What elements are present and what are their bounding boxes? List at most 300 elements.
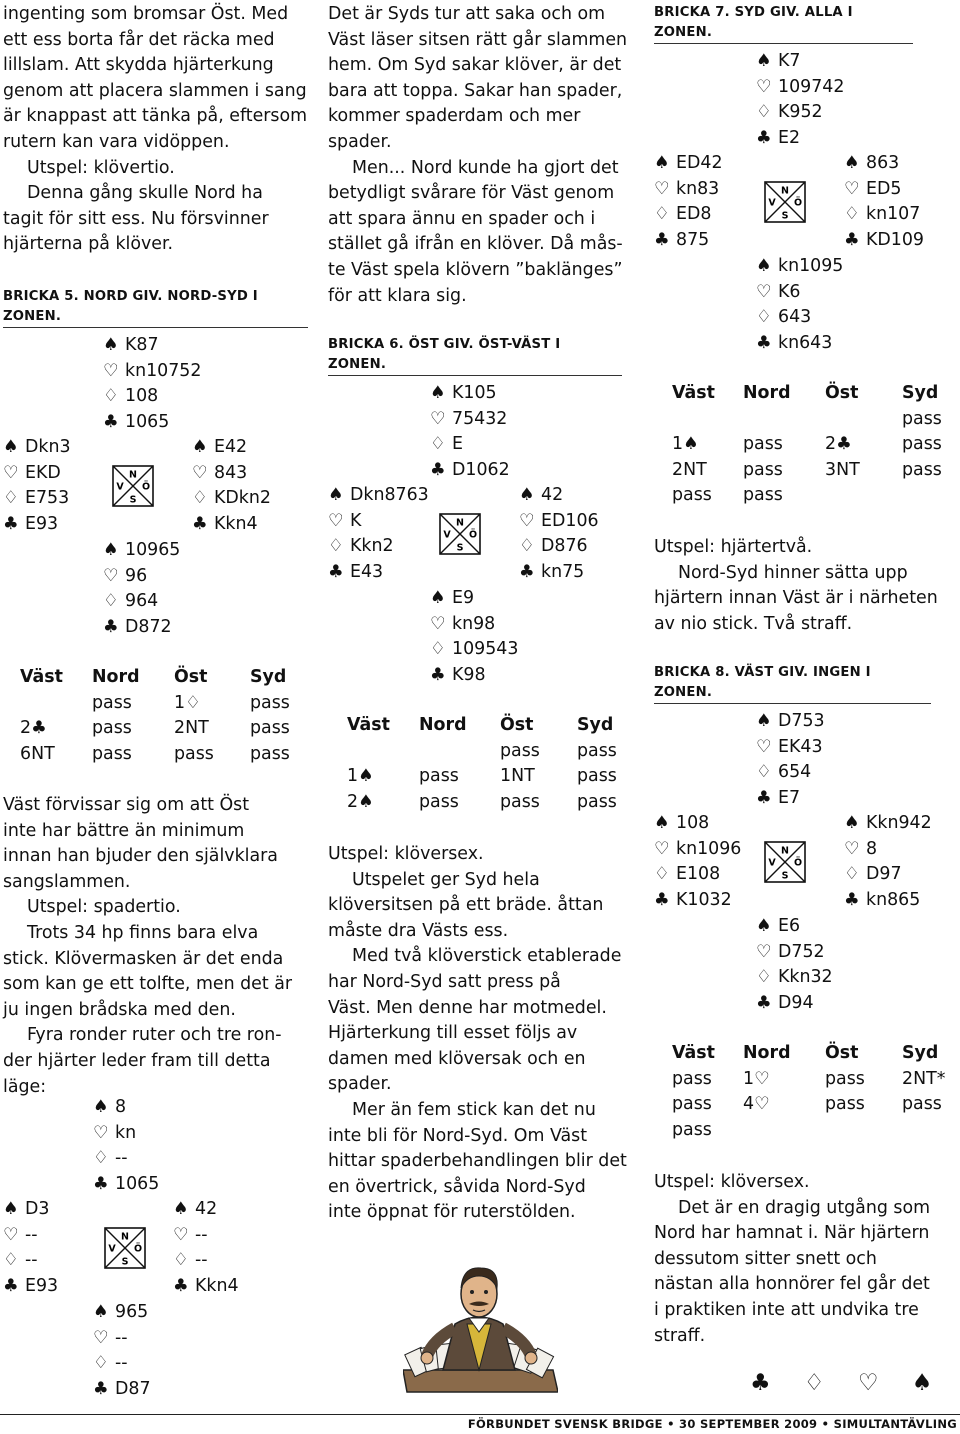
cards: 1065 — [125, 411, 170, 432]
spade-icon: ♠ — [93, 1097, 109, 1117]
suit-holding — [844, 228, 924, 254]
cards: EK43 — [778, 736, 823, 757]
bid-cell: pass — [174, 743, 214, 764]
text-line: stick. Klövermasken är det enda — [3, 948, 284, 969]
text-line: kommer spaderdam och mer — [328, 106, 581, 127]
spade-icon: ♠ — [654, 153, 670, 173]
heart-icon: ♡ — [756, 76, 772, 97]
text-line: straff. — [654, 1325, 706, 1346]
club-icon: ♣ — [103, 411, 119, 432]
cards: E108 — [676, 864, 721, 885]
compass-west-label: V — [108, 1243, 116, 1255]
text-line: i praktiken inte att undvika tre — [654, 1299, 919, 1320]
text-line: betydligt svårare för Väst genom — [328, 183, 615, 204]
cards: -- — [195, 1250, 208, 1271]
bid-cell: pass — [672, 1094, 712, 1115]
spade-icon: ♠ — [756, 711, 772, 731]
suit-holding — [756, 786, 825, 812]
suit-holding — [756, 126, 844, 152]
diamond-icon: ♢ — [654, 864, 670, 885]
cards: 75432 — [452, 408, 508, 429]
bid-cell: Nord — [92, 667, 140, 687]
heart-icon: ♡ — [103, 565, 119, 586]
heart-icon: ♡ — [430, 408, 446, 429]
bid-cell: Öst — [825, 383, 859, 403]
heart-icon: ♡ — [93, 1327, 109, 1348]
text-line: ett ess borta får det räcka med — [3, 29, 275, 50]
compass-north-label: N — [781, 185, 789, 197]
bid-cell: 1♢ — [174, 692, 201, 713]
suit-symbols-decoration: ♣ ♢ ♡ ♠ — [750, 1370, 946, 1396]
bid-cell: 2NT* — [902, 1068, 946, 1089]
club-icon: ♣ — [3, 1275, 19, 1296]
spade-icon: ♠ — [192, 437, 208, 457]
bid-cell: 3NT — [825, 459, 860, 480]
suit-holding — [756, 991, 833, 1017]
cards: K105 — [452, 383, 497, 403]
suit-holding — [844, 202, 924, 228]
cards: Dkn3 — [25, 437, 71, 457]
text-line: Utspelet ger Syd hela — [352, 869, 540, 890]
club-icon: ♣ — [328, 561, 344, 582]
suit-holding — [654, 151, 723, 177]
text-line: inte har bättre än minimum — [3, 820, 245, 841]
bid-cell: 2NT — [672, 459, 707, 480]
club-icon: ♣ — [173, 1275, 189, 1296]
text-line: ju ingen brådska med den. — [3, 999, 236, 1020]
suit-holding — [93, 1326, 151, 1352]
club-icon: ♣ — [844, 889, 860, 910]
cards: E42 — [214, 437, 248, 457]
west-hand — [654, 811, 741, 913]
suit-holding — [328, 509, 429, 535]
suit-holding — [654, 811, 741, 837]
bid-cell: 1♠ — [347, 766, 374, 787]
north-hand — [756, 709, 825, 811]
compass-south-label: S — [121, 1256, 129, 1268]
cards: 108 — [676, 813, 710, 833]
text-line: der hjärter leder fram till detta — [3, 1050, 271, 1071]
cards: E753 — [25, 488, 70, 509]
bid-cell: pass — [250, 743, 290, 764]
bid-cell: pass — [672, 1068, 712, 1089]
suit-holding — [430, 432, 510, 458]
section-heading: BRICKA 6. ÖST GIV. ÖST-VÄST I ZONEN. — [328, 337, 561, 372]
heart-icon: ♡ — [103, 360, 119, 381]
text-line: har Nord-Syd satt press på — [328, 971, 561, 992]
north-hand — [430, 381, 510, 483]
club-icon: ♣ — [93, 1173, 109, 1194]
cards: kn10752 — [125, 360, 202, 381]
bid-cell: pass — [577, 791, 617, 812]
cards: E43 — [350, 561, 384, 582]
suit-holding — [93, 1172, 159, 1198]
suit-holding — [756, 965, 833, 991]
cards: Kkn4 — [214, 513, 258, 534]
bid-cell: Öst — [174, 667, 208, 687]
suit-holding — [3, 1223, 58, 1249]
diamond-icon: ♢ — [430, 639, 446, 660]
suit-holding — [192, 435, 271, 461]
text-line: är knappast att tänka på, eftersom — [3, 106, 308, 127]
col1-after — [3, 793, 313, 1100]
heart-icon: ♡ — [328, 510, 344, 531]
cards: E6 — [778, 916, 801, 936]
diamond-icon: ♢ — [103, 386, 119, 407]
compass-west-label: V — [768, 197, 776, 209]
spade-icon: ♠ — [756, 51, 772, 71]
cards: -- — [115, 1327, 128, 1348]
suit-holding — [328, 534, 429, 560]
text-line: Utspel: spadertio. — [27, 897, 181, 918]
cards: KDkn2 — [214, 488, 271, 509]
bid-cell: Syd — [250, 667, 287, 687]
text-line: Utspel: hjärtertvå. — [654, 537, 813, 557]
text-line: bara att toppa. Sakar han spader, — [328, 80, 623, 101]
diamond-icon: ♢ — [3, 488, 19, 509]
suit-holding — [93, 1146, 159, 1172]
club-icon: ♣ — [103, 616, 119, 637]
compass-south-label: S — [781, 870, 789, 882]
text-line: av nio stick. Två straff. — [654, 613, 853, 634]
diamond-icon: ♢ — [3, 1250, 19, 1271]
heart-icon: ♡ — [756, 281, 772, 302]
suit-holding — [192, 486, 271, 512]
text-line: rutern kan vara vidöppen. — [3, 131, 230, 152]
text-line: Det är en dragig utgång som — [678, 1197, 931, 1218]
cards: kn98 — [452, 613, 496, 634]
bidding-table — [0, 665, 312, 767]
suit-holding — [103, 589, 180, 615]
suit-holding — [756, 75, 844, 101]
diamond-icon: ♢ — [192, 488, 208, 509]
suit-holding — [519, 560, 599, 586]
club-icon: ♣ — [93, 1378, 109, 1399]
text-line: inte öppnat för ruterstölden. — [328, 1202, 576, 1223]
cards: D94 — [778, 992, 814, 1013]
compass-icon — [439, 513, 481, 555]
suit-holding — [93, 1377, 151, 1403]
suit-holding — [430, 407, 510, 433]
compass-east-label: Ö — [468, 529, 478, 541]
text-line: innan han bjuder den självklara — [3, 846, 278, 867]
suit-holding — [103, 410, 201, 436]
suit-holding — [93, 1300, 151, 1326]
cards: 108 — [125, 386, 159, 407]
bid-cell: pass — [92, 692, 132, 713]
cards: kn1095 — [778, 256, 844, 276]
text-line: te Väst spela klövern ”baklänges” — [328, 259, 623, 280]
bid-cell: pass — [672, 485, 712, 506]
cards: E9 — [452, 588, 475, 608]
suit-holding — [430, 663, 518, 689]
compass-north-label: N — [781, 845, 789, 857]
club-icon: ♣ — [756, 992, 772, 1013]
bid-cell: Öst — [500, 715, 534, 735]
cards: D876 — [541, 536, 588, 557]
cards: K6 — [778, 281, 801, 302]
cards: kn865 — [866, 889, 921, 910]
heart-icon: ♡ — [430, 613, 446, 634]
col2-after — [328, 842, 636, 1226]
compass-icon — [764, 841, 806, 883]
east-hand — [844, 811, 932, 913]
suit-holding — [844, 862, 932, 888]
cards: 875 — [676, 229, 710, 250]
cards: Kkn2 — [350, 536, 394, 557]
suit-holding — [93, 1351, 151, 1377]
heading-rule — [654, 43, 913, 44]
club-icon: ♣ — [430, 459, 446, 480]
spade-icon: ♠ — [654, 813, 670, 833]
compass-west-label: V — [116, 481, 124, 493]
cartoon-card-player-illustration — [403, 1252, 558, 1414]
suit-holding — [654, 228, 723, 254]
bid-cell: pass — [743, 459, 783, 480]
suit-holding — [519, 509, 599, 535]
west-hand — [654, 151, 723, 253]
cards: EKD — [25, 462, 61, 483]
text-line: Utspel: klövertio. — [27, 157, 175, 178]
footer-text: FÖRBUNDET SVENSK BRIDGE • 30 SEPTEMBER 2009 • SIMULTANTÄVLING — [467, 1417, 957, 1431]
suit-holding — [173, 1274, 239, 1300]
suit-holding — [430, 637, 518, 663]
compass-east-label: Ö — [793, 197, 803, 209]
suit-holding — [519, 534, 599, 560]
bid-cell: pass — [92, 743, 132, 764]
diamond-icon: ♢ — [93, 1353, 109, 1374]
suit-holding — [756, 914, 833, 940]
suit-holding — [192, 512, 271, 538]
south-hand — [756, 914, 833, 1016]
suit-holding — [756, 760, 825, 786]
spade-icon: ♠ — [3, 437, 19, 457]
suit-holding — [654, 837, 741, 863]
east-hand — [844, 151, 924, 253]
suit-holding — [103, 333, 201, 359]
suit-holding — [844, 888, 932, 914]
suit-holding — [756, 49, 844, 75]
bid-cell: pass — [92, 718, 132, 739]
text-line: genom att placera slammen i sang — [3, 80, 307, 101]
heart-icon: ♡ — [3, 1224, 19, 1245]
col3-after2 — [654, 1170, 960, 1349]
suit-holding — [103, 538, 180, 564]
east-hand — [519, 483, 599, 585]
spade-icon: ♠ — [844, 813, 860, 833]
spade-icon: ♠ — [756, 916, 772, 936]
suit-holding — [756, 709, 825, 735]
spade-icon: ♠ — [93, 1302, 109, 1322]
text-line: för att klara sig. — [328, 285, 467, 306]
cards: kn75 — [541, 561, 585, 582]
text-line: hjärterna på klöver. — [3, 234, 174, 255]
text-line: som kan ge ett tolfte, men det är — [3, 974, 293, 995]
bid-cell: Nord — [419, 715, 467, 735]
bid-cell: Syd — [577, 715, 614, 735]
north-hand — [756, 49, 844, 151]
suit-holding — [756, 305, 843, 331]
cards: kn643 — [778, 332, 833, 353]
text-line: nästan alla honnörer fel går det — [654, 1274, 930, 1295]
deal-diagram — [654, 709, 960, 1019]
south-hand — [756, 254, 843, 356]
cards: D872 — [125, 616, 172, 637]
cards: ED8 — [676, 204, 712, 225]
cards: Dkn8763 — [350, 485, 429, 505]
cards: 42 — [195, 1199, 218, 1219]
suit-holding — [756, 940, 833, 966]
cards: K952 — [778, 102, 823, 123]
bid-cell: pass — [825, 1094, 865, 1115]
cards: 42 — [541, 485, 564, 505]
bid-cell: 2♣ — [825, 434, 852, 455]
heart-icon: ♡ — [173, 1224, 189, 1245]
bid-cell: pass — [250, 718, 290, 739]
suit-holding — [3, 512, 71, 538]
diamond-icon: ♢ — [519, 536, 535, 557]
cards: ED42 — [676, 153, 723, 173]
club-icon: ♣ — [519, 561, 535, 582]
heading-rule — [3, 327, 308, 328]
heart-icon: ♡ — [844, 178, 860, 199]
text-line: Hjärterkung till esset följs av — [328, 1023, 578, 1044]
text-line: Fyra ronder ruter och tre ron- — [27, 1025, 282, 1046]
text-line: hittar spaderbehandlingen blir det — [328, 1151, 627, 1172]
cards: kn — [115, 1122, 137, 1143]
heading-rule — [654, 703, 931, 704]
suit-holding — [103, 384, 201, 410]
compass-west-label: V — [768, 857, 776, 869]
cards: D97 — [866, 864, 902, 885]
bid-cell: pass — [825, 1068, 865, 1089]
spade-icon: ♠ — [430, 588, 446, 608]
suit-holding — [3, 435, 71, 461]
bid-cell: pass — [743, 485, 783, 506]
club-icon: ♣ — [756, 787, 772, 808]
suit-holding — [756, 254, 843, 280]
heart-icon: ♡ — [3, 462, 19, 483]
suit-holding — [328, 483, 429, 509]
club-icon: ♣ — [756, 127, 772, 148]
text-line: tagit för sitt ess. Nu försvinner — [3, 208, 269, 229]
bid-cell: pass — [672, 1119, 712, 1140]
south-hand — [430, 586, 518, 688]
cards: 965 — [115, 1302, 149, 1322]
text-line: sangslammen. — [3, 871, 131, 892]
cards: 863 — [866, 153, 900, 173]
deal-diagram — [654, 49, 960, 359]
suit-holding — [844, 837, 932, 863]
suit-holding — [756, 735, 825, 761]
bidding-table — [654, 1041, 960, 1143]
text-line: Men... Nord kunde ha gjort det — [352, 157, 619, 178]
bid-cell: pass — [250, 692, 290, 713]
compass-icon — [764, 181, 806, 223]
compass-east-label: Ö — [793, 857, 803, 869]
cards: 8 — [866, 838, 878, 859]
suit-holding — [3, 1248, 58, 1274]
diamond-icon: ♢ — [844, 864, 860, 885]
diamond-icon: ♢ — [756, 762, 772, 783]
suit-holding — [173, 1197, 239, 1223]
cards: ED106 — [541, 510, 599, 531]
suit-holding — [103, 359, 201, 385]
deal-diagram — [0, 333, 312, 643]
cards: 964 — [125, 591, 159, 612]
heart-icon: ♡ — [654, 178, 670, 199]
text-line: Utspel: klöversex. — [654, 1172, 810, 1192]
spade-icon: ♠ — [103, 540, 119, 560]
suit-holding — [756, 331, 843, 357]
cards: 843 — [214, 462, 248, 483]
bid-cell: pass — [419, 791, 459, 812]
spade-icon: ♠ — [844, 153, 860, 173]
cards: Kkn4 — [195, 1275, 239, 1296]
suit-holding — [654, 862, 741, 888]
bid-cell: Väst — [672, 1043, 715, 1063]
cards: 1065 — [115, 1173, 160, 1194]
west-hand — [328, 483, 429, 585]
cards: -- — [195, 1224, 208, 1245]
diamond-icon: ♢ — [844, 204, 860, 225]
bidding-table — [654, 381, 960, 509]
suit-holding — [519, 483, 599, 509]
cards: -- — [115, 1148, 128, 1169]
compass-south-label: S — [456, 542, 464, 554]
club-icon: ♣ — [3, 513, 19, 534]
east-hand — [192, 435, 271, 537]
club-icon: ♣ — [756, 332, 772, 353]
bid-cell: pass — [902, 434, 942, 455]
heart-icon: ♡ — [192, 462, 208, 483]
bid-cell: pass — [902, 459, 942, 480]
bid-cell: 2NT — [174, 718, 209, 739]
col2-intro — [328, 2, 636, 309]
text-line: Nord har hamnat i. När hjärtern — [654, 1223, 930, 1244]
text-line: Med två klöverstick etablerade — [352, 946, 622, 967]
diamond-icon: ♢ — [756, 102, 772, 123]
text-line: Mer än fem stick kan det nu — [352, 1099, 596, 1120]
diamond-icon: ♢ — [654, 204, 670, 225]
cards: Kkn32 — [778, 967, 833, 988]
spade-icon: ♠ — [103, 335, 119, 355]
club-icon: ♣ — [844, 229, 860, 250]
compass-south-label: S — [781, 210, 789, 222]
bid-cell: Syd — [902, 383, 939, 403]
cards: 109543 — [452, 639, 519, 660]
section-heading: BRICKA 7. SYD GIV. ALLA I ZONEN. — [654, 5, 853, 40]
suit-holding — [844, 177, 924, 203]
suit-holding — [328, 560, 429, 586]
suit-holding — [3, 461, 71, 487]
section-heading: BRICKA 5. NORD GIV. NORD-SYD I ZONEN. — [3, 289, 258, 324]
compass-icon — [104, 1227, 146, 1269]
spade-icon: ♠ — [519, 485, 535, 505]
suit-holding — [430, 612, 518, 638]
bid-cell: Väst — [20, 667, 63, 687]
cards: K98 — [452, 664, 486, 685]
bid-cell: 2♣ — [20, 718, 47, 739]
text-line: att spara ännu en spader och i — [328, 208, 596, 229]
cards: K7 — [778, 51, 801, 71]
text-line: stället gå ifrån en klöver. Då mås- — [328, 234, 623, 255]
cards: 654 — [778, 762, 812, 783]
bid-cell: Nord — [743, 383, 791, 403]
spade-icon: ♠ — [756, 256, 772, 276]
south-hand — [93, 1300, 151, 1402]
bid-cell: Väst — [672, 383, 715, 403]
